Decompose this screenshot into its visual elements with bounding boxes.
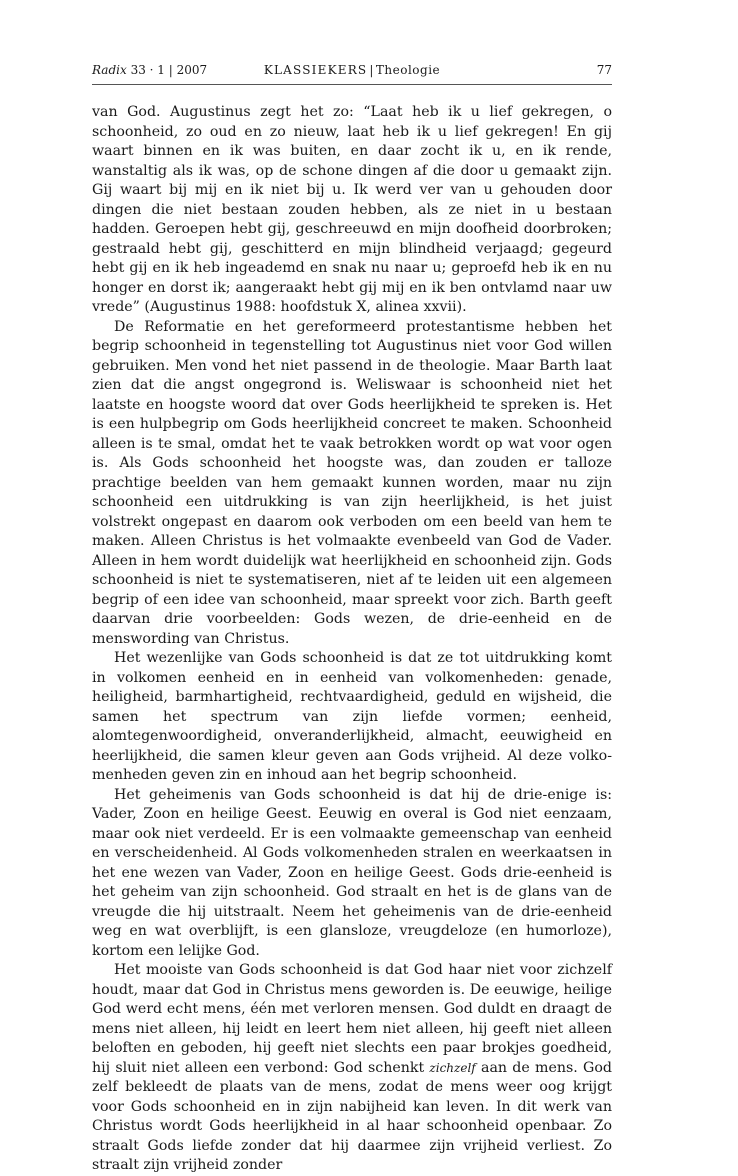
paragraph-5 [92,961,612,1176]
running-header [92,62,612,82]
section-title: KLASSIEKERS [263,63,368,77]
paragraph-5-after: aan de mens. God zelf bekleedt de plaats van de mens, zodat de mens weer oog krijgt voor Gods schoonheid en in zijn nabijheid kan leven. In dit werk van Christus wordt Gods heerlijkheid in al haar schoonheid openbaar. Zo straalt Gods liefde zonder dat hij daarmee zijn vrijheid verliest. Zo straalt zijn vrijheid zonder [92,1059,613,1173]
journal-issue: 33 · 1 | 2007 [130,63,208,77]
journal-name: Radix [92,63,127,77]
body-text [92,103,612,1176]
subsection-title: Theologie [375,63,441,77]
paragraph-4: Het geheimenis van Gods schoonheid is dat hij de drie-enige is: Vader, Zoon en heilige Geest. Eeuwig en overal is God niet eenzaam, maar ook niet verdeeld. Er is een volmaakte gemeenschap van eenheid en verscheidenheid. Al Gods volkomenheden stralen en weerkaatsen in het ene wezen van Vader, Zoon en heilige Geest. Gods drie-eenheid is het geheim van zijn schoonheid. God straalt en het is de glans van de vreugde die hij uitstraalt. Neem het geheimenis van de drie-eenheid weg en wat overblijft, is een glansloze, vreugdeloze (en humorloze), kortom een lelijke God. [92,786,612,959]
paragraph-2: De Reformatie en het gereformeerd protestantisme hebben het begrip schoonheid in tegenstelling tot Augustinus niet voor God willen gebruiken. Men vond het niet passend in de theologie. Maar Barth laat zien dat die angst ongegrond is. Weliswaar is schoonheid niet het laatste en hoogste woord dat over Gods heerlijkheid te spreken is. Het is een hulpbegrip om Gods heerlijkheid concreet te maken. Schoonheid alleen is te smal, omdat het te vaak betrokken wordt op wat voor ogen is. Als Gods schoonheid het hoogste was, dan zouden er talloze prachtige beelden van hem gemaakt kunnen worden, maar nu zijn schoonheid een uitdrukking is van zijn heerlijkheid, is het juist volstrekt ongepast en daarom ook verboden om een beeld van hem te maken. Alleen Christus is het volmaakte evenbeeld van God de Vader. Alleen in hem wordt duidelijk wat heerlijkheid en schoonheid zijn. Gods schoonheid is niet te systematiseren, niet af te leiden uit een algemeen begrip of een idee van schoonheid, maar spreekt voor zich. Barth geeft daarvan drie voorbeelden: Gods wezen, de drie-eenheid en de menswording van Christus. [92,318,612,647]
paragraph-5-before: Het mooiste van Gods schoonheid is dat God haar niet voor zichzelf houdt, maar dat God in Christus mens geworden is. De eeuwige, heilige God werd echt mens, één met verloren mensen. God duldt en draagt de mens niet alleen, hij leidt en leert hem niet alleen, hij geeft niet alleen beloften en geboden, hij geeft niet slechts een paar brokjes goedheid, hij sluit niet alleen een verbond: God schenkt [92,962,612,1076]
paragraph-3: Het wezenlijke van Gods schoonheid is dat ze tot uitdrukking komt in volkomen eenheid en in eenheid van volkomenheden: genade, heiligheid, barmhartigheid, rechtvaardigheid, geduld en wijsheid, die samen het spectrum van zijn liefde vormen; eenheid, alomtegenwoordigheid, onveranderlijkheid, almacht, eeuwigheid en heerlijkheid, die samen kleur geven aan Gods vrijheid. Al deze volkomenheden geven zin en inhoud aan het begrip schoonheid. [92,650,612,783]
emphasis-zichzelf: zichzelf [429,1060,476,1075]
paragraph-1: van God. Augustinus zegt het zo: “Laat heb ik u lief gekregen, o schoonheid, zo oud en zo nieuw, laat heb ik u lief gekregen! En gij waart binnen en ik was buiten, en daar zocht ik u, en ik rende, wanstaltig als ik was, op de schone dingen af die door u gemaakt zijn. Gij waart bij mij en ik niet bij u. Ik werd ver van u gehouden door dingen die niet bestaan zouden hebben, als ze niet in u bestaan hadden. Geroepen hebt gij, geschreeuwd en mijn doofheid doorbroken; gestraald hebt gij, geschitterd en mijn blindheid verjaagd; gegeurd hebt gij en ik heb ingeademd en snak nu naar u; geproefd heb ik en nu honger en dorst ik; aangeraakt hebt gij mij en ik ben ontvlamd naar uw vrede” (Augustinus 1988: hoofdstuk X, alinea xxvii). [92,104,612,315]
header-rule [92,84,612,85]
section-heading [92,62,612,78]
section-separator: | [369,63,374,77]
page-number: 77 [596,63,612,77]
